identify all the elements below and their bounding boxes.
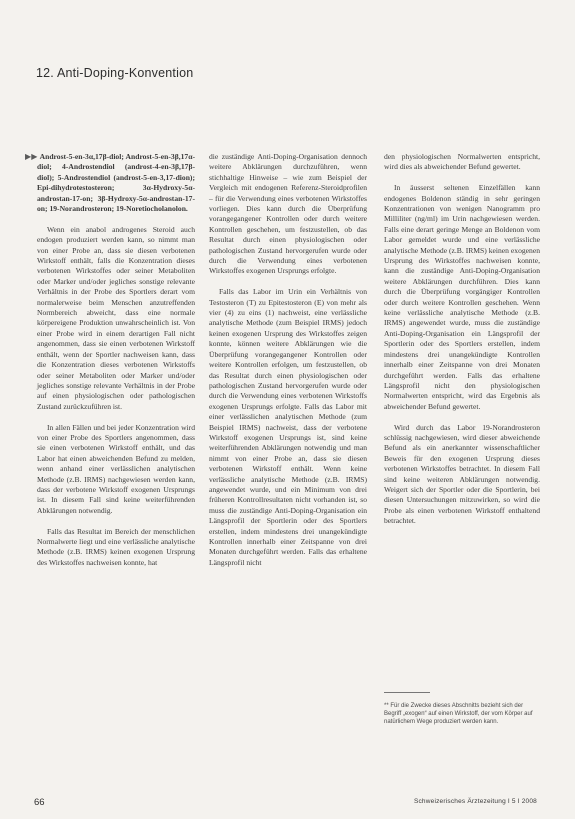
substance-list: Androst-5-en-3α,17β-diol; Androst-5-en-3β,17α-diol; 4-Androstendiol (androst-4-en-3β,17β-diol); 5-Androstendiol (androst-5-en-3,17-dion); Epi-dihydrotestosteron; 3α-Hydroxy-5α-androstan-17-on; 3β-Hydroxy-5α-androstan-17-on; 19-Norandrosteron; 19-Noretiocholanolon. <box>37 152 195 214</box>
paragraph: In äusserst seltenen Einzelfällen kann endogenes Boldenon ständig in sehr geringen Konzentrationen von wenigen Nanogramm pro Milliliter (ng/ml) im Urin nachgewiesen werden. Falls eine derart geringe Menge an Boldenon vom Labor gemeldet wurde und eine verlässliche analytische Methode (z.B. IRMS) keinen exogenen Ursprung des Wirkstoffes nachweisen konnte, kann die zuständige Anti-Doping-Organisation weitere Abklärungen durchführen. Dies kann durch die Überprüfung vorgängiger Kontrollen oder durch weitere Kontrollen geschehen. Wenn keine verlässliche analytische Methode (z.B. IRMS) angewendet wurde, muss die zuständige Anti-Doping-Organisation ein Längsprofil der Sportlerin oder des Sportlers erstellen, indem mindestens drei unangekündigte Kontrollen innerhalb einer Zeitspanne von drei Monaten durchgeführt werden. Falls das erhaltene Längsprofil nicht den physiologischen Normalwerten entspricht, wird das Ergebnis als abweichender Befund gewertet. <box>384 183 540 411</box>
footnote: ** Für die Zwecke dieses Abschnitts bezieht sich der Begriff „exogen“ auf einen Wirkstoff, der vom Körper auf natürlichem Wege produziert werden kann. <box>384 703 533 726</box>
paragraph: Falls das Labor im Urin ein Verhältnis von Testosteron (T) zu Epitestosteron (E) von mehr als vier (4) zu eins (1) nachweist, eine verlässliche analytische Methode (zum Beispiel IRMS) jedoch keinen exogenen Ursprung des Wirkstoffes zeigen konnte, können weitere Abklärungen wie die Überprüfung vorangegangener Kontrollen oder weitere Kontrollen erfolgen, um festzustellen, ob das Resultat durch einen physiologischen oder pathologischen Zustand hervorgerufen wurde oder durch die Verwendung eines verbotenen Wirkstoffs exogenen Ursprungs erfolgte. Falls das Labor mit einer verlässlichen analytischen Methode (zum Beispiel IRMS) nachweist, dass der verbotene Wirkstoff exogenen Ursprungs ist, sind keine weiterführenden Abklärungen notwendig und man nimmt von einer Probe an, dass sie diesen verbotenen Wirkstoff enthält. Wenn keine verlässliche analytische Methode (z.B. IRMS) angewendet wurde, und ein Minimum von drei früheren Kontrollresultaten nicht vorhanden ist, so muss die zuständige Anti-Doping-Organisation ein Längsprofil der Sportlerin oder des Sportlers erstellen, indem mindestens drei unangekündigte Kontrollen innerhalb einer Zeitspanne von drei Monaten durchgeführt werden. Falls das erhaltene Längsprofil nicht <box>209 287 367 567</box>
text-column-2 <box>209 152 367 579</box>
text-column-1 <box>25 152 195 579</box>
paragraph: Wenn ein anabol androgenes Steroid auch endogen produziert werden kann, so nimmt man von einer Probe an, dass sie diesen verbotenen Wirkstoff enthält, falls die Konzentration dieses verbotenen Wirkstoffes oder seiner Metaboliten oder Marker und/oder jegliches sonstige relevante Verhältnis in der Probe des Sportlers derart vom normalerweise beim Menschen anzutreffenden Normbereich abweicht, dass eine normale körpereigene Produktion unwahrscheinlich ist. Von einer Probe wird in einem derartigen Fall nicht angenommen, dass sie einen verbotenen Wirkstoff enthält, wenn der Sportler nachweisen kann, dass die Konzentration dieses verbotenen Wirkstoffs oder seiner Metaboliten oder Marker und/oder jegliches sonstige relevante Verhältnis in der Probe auf einen physiologischen oder pathologischen Zustand zurückzuführen ist. <box>37 224 195 411</box>
lead-paragraph <box>25 152 195 214</box>
paragraph: die zuständige Anti-Doping-Organisation dennoch weitere Abklärungen durchzuführen, wenn stichhaltige Hinweise – wie zum Beispiel der Vergleich mit endogenen Referenz-Steroidprofilen – für die Verwendung eines verbotenen Wirkstoffes vorliegen. Dies kann durch die Überprüfung vorangegangener Kontrollen oder durch weitere Kontrollen geschehen, um festzustellen, ob das Resultat durch einen physiologischen oder pathologischen Zustand hervorgerufen wurde oder durch die Verwendung eines verbotenen Wirkstoffes exogenen Ursprungs erfolgte. <box>209 152 367 276</box>
paragraph: In allen Fällen und bei jeder Konzentration wird von einer Probe des Sportlers angenommen, dass sie einen verbotenen Wirkstoff enthält, und das Labor hat einen abweichenden Befund zu melden, wenn anhand einer verlässlichen analytischen Methode (z.B. IRMS) nachgewiesen werden kann, dass der verbotene Wirkstoff exogenen Ursprungs ist. In diesem Fall sind keine weiterführenden Abklärungen notwendig. <box>37 422 195 515</box>
journal-reference: Schweizerisches Ärztezeitung I 5 I 2008 <box>413 798 537 805</box>
paragraph: Wird durch das Labor 19-Norandrosteron schlüssig nachgewiesen, wird dieser abweichende Befund als ein anerkannter wissenschaftlicher Beweis für den exogenen Ursprung dieses verbotenen Wirkstoffes betrachtet. In diesem Fall sind keine weiteren Abklärungen notwendig. Weigert sich der Sportler oder die Sportlerin, bei diesen Untersuchungen mitzuwirken, so wird die Probe als einen verbotenen Wirkstoff enthaltend betrachtet. <box>384 422 540 526</box>
page-number: 66 <box>34 797 45 808</box>
text-column-3 <box>384 152 540 537</box>
footnote-divider <box>384 692 430 693</box>
arrow-marker-icon: ▶▶ <box>25 152 38 161</box>
page-title: 12. Anti-Doping-Konvention <box>36 66 194 80</box>
paragraph: den physiologischen Normalwerten entspricht, wird dies als abweichender Befund gewertet. <box>384 152 540 172</box>
paragraph: Falls das Resultat im Bereich der menschlichen Normalwerte liegt und eine verlässliche analytische Methode (z.B. IRMS) keinen exogenen Ursprung des Wirkstoffes nachweisen konnte, hat <box>37 526 195 567</box>
